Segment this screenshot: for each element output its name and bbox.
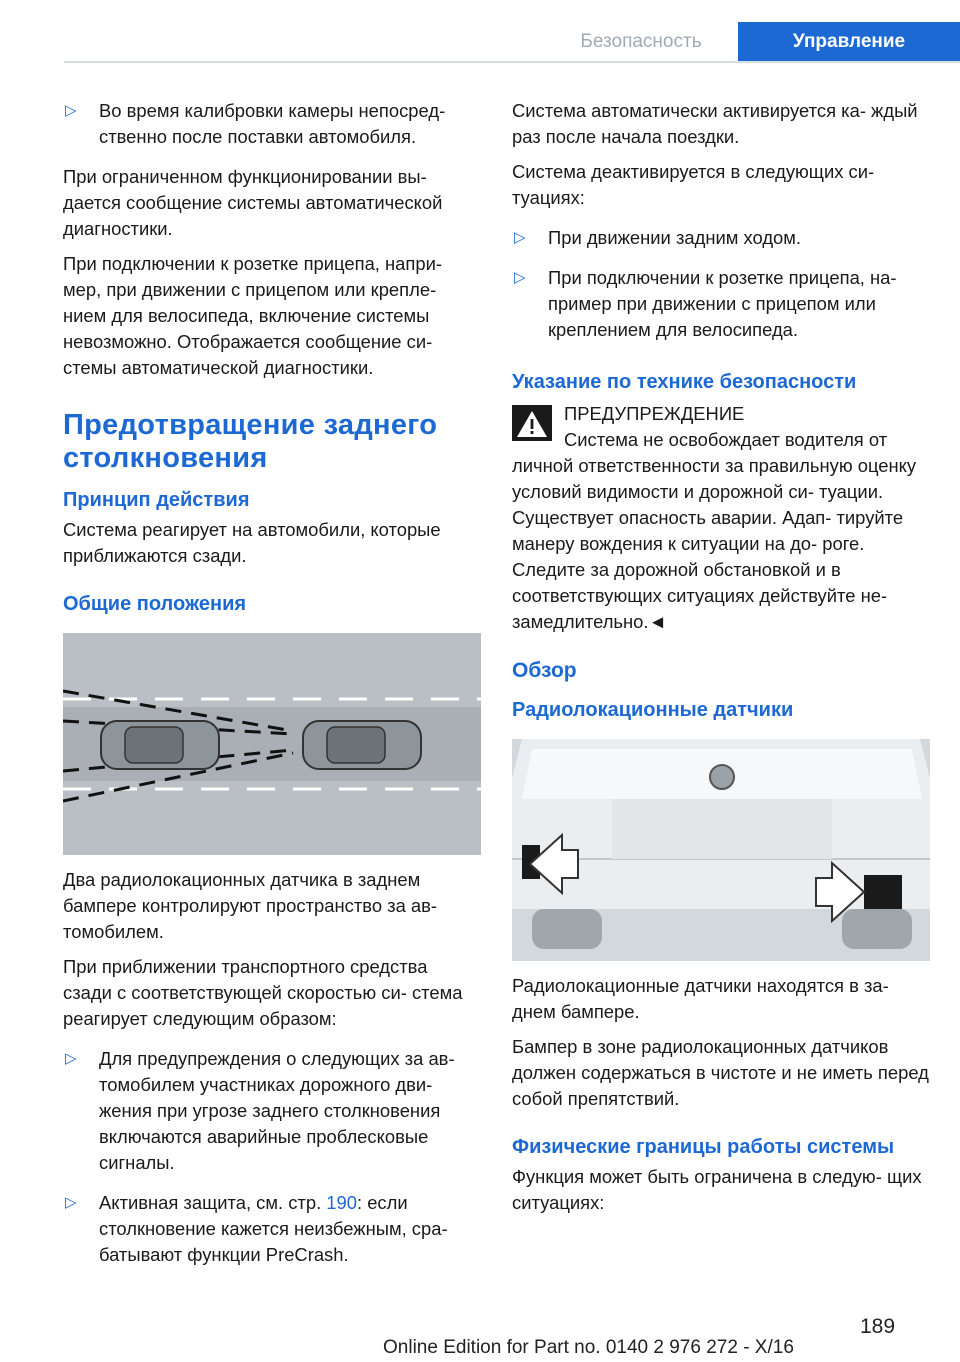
paragraph: Функция может быть ограничена в следую- щих ситуациях: <box>512 1166 922 1213</box>
list-item: ▷ Во время калибровки камеры непосред- ственно после поставки автомобиля. <box>65 100 446 147</box>
list-item: ▷ Для предупреждения о следующих за ав- томобилем участниках дорожного дви- жения при угрозе заднего столкновения включаются аварийные проблесковые сигналы. <box>65 1048 455 1173</box>
paragraph: Система деактивируется в следующих си- туациях: <box>512 161 875 208</box>
page-number: 189 <box>860 1315 896 1338</box>
bullet-triangle-icon: ▷ <box>65 1050 77 1067</box>
subsection-title: Общие положения <box>63 593 247 615</box>
paragraph: Система автоматически активируется ка- ждый раз после начала поездки. <box>512 100 918 147</box>
warning-triangle-icon <box>512 405 552 441</box>
tab-safety[interactable]: Безопасность <box>580 31 702 52</box>
left-column <box>63 98 481 1282</box>
tab-control[interactable]: Управление <box>738 22 960 62</box>
edition-note: Online Edition for Part no. 0140 2 976 272 - X/16 <box>383 1337 794 1358</box>
header-divider <box>64 61 960 63</box>
bullet-triangle-icon: ▷ <box>514 269 526 286</box>
rear-collision-illustration <box>63 633 481 855</box>
warning-title: ПРЕДУПРЕЖДЕНИЕ <box>564 403 745 424</box>
list-item: ▷ Активная защита, см. стр. 190: если столкновение кажется неизбежным, сра- батывают функции PreCrash. <box>65 1192 448 1265</box>
bullet-triangle-icon: ▷ <box>65 1194 77 1211</box>
subsection-title: Принцип действия <box>63 489 250 511</box>
list-item: ▷ При подключении к розетке прицепа, на- пример при движении с прицепом или креплением для велосипеда. <box>514 267 897 340</box>
bullet-triangle-icon: ▷ <box>514 229 526 246</box>
list-item: ▷ При движении задним ходом. <box>512 225 930 251</box>
subsection-title: Радиолокационные датчики <box>512 699 794 721</box>
right-column <box>512 98 930 1225</box>
paragraph: При подключении к розетке прицепа, напри- мер, при движении с прицепом или крепле- нием для велосипеда, включение системы невозможно. Отображается сообщение си- стемы автоматической диагностики. <box>63 253 442 378</box>
bullet-triangle-icon: ▷ <box>65 102 77 119</box>
paragraph: Радиолокационные датчики находятся в за- днем бампере. <box>512 975 889 1022</box>
paragraph: Бампер в зоне радиолокационных датчиков должен содержаться в чистоте и не иметь перед собой препятствий. <box>512 1036 929 1109</box>
paragraph: При ограниченном функционировании вы- дается сообщение системы автоматической диагностики. <box>63 166 443 239</box>
subsection-title: Указание по технике безопасности <box>512 371 857 393</box>
subsection-title: Физические границы работы системы <box>512 1136 895 1158</box>
section-title: Предотвращение заднего столкновения <box>63 409 438 474</box>
paragraph: При приближении транспортного средства сзади с соответствующей скоростью си- стема реагирует следующим образом: <box>63 956 463 1029</box>
car-icon <box>101 721 219 769</box>
warning-text: Система не освобождает водителя от личной ответственности за правильную оценку условий видимости и дорожной си- туации. Существует опасность аварии. Адап- тируйте манеру вождения к ситуации на до- роге. Следите за дорожной обстановкой и в соответствующих ситуациях действуйте не- замедлительно.◄ <box>512 429 917 632</box>
paragraph: Система реагирует на автомобили, которые приближаются сзади. <box>63 519 441 566</box>
page-link[interactable]: 190 <box>326 1192 357 1213</box>
paragraph: Два радиолокационных датчика в заднем бампере контролируют пространство за ав- томобилем. <box>63 869 438 942</box>
car-icon <box>303 721 421 769</box>
warning-block <box>512 401 930 635</box>
rear-bumper-sensors-illustration <box>512 739 930 961</box>
section-title: Обзор <box>512 659 577 682</box>
